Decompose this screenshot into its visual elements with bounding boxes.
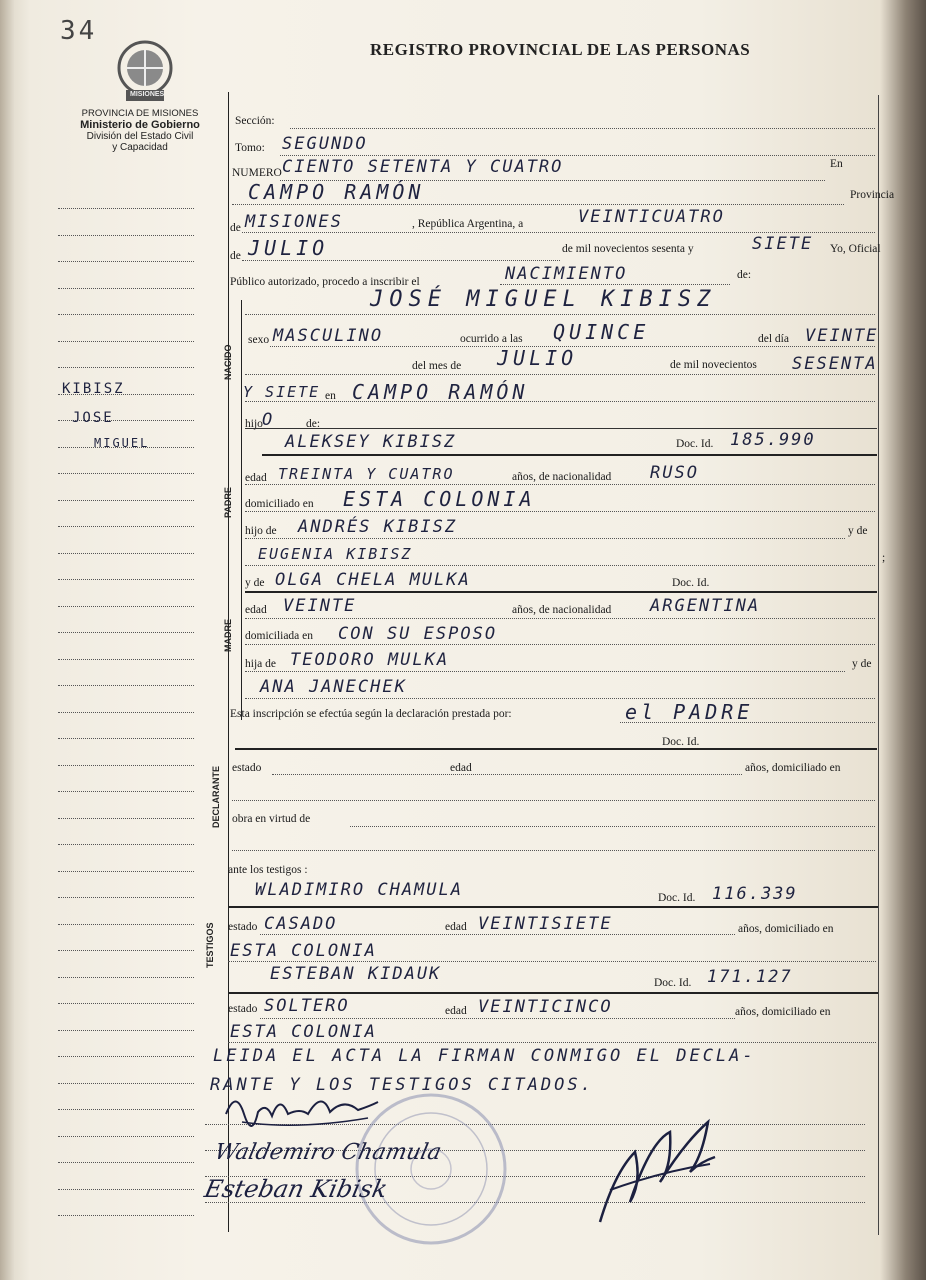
margin-line — [58, 473, 194, 474]
testigo1-anios-label: años, domiciliado en — [738, 923, 834, 935]
margin-line — [58, 579, 194, 580]
del-mes-label: del mes de — [412, 360, 462, 372]
en2-label: en — [325, 390, 336, 402]
sexo-label: sexo — [248, 334, 270, 346]
padre-dom-label: domiciliado en — [245, 498, 314, 510]
margin-line — [58, 844, 194, 845]
margin-line — [58, 685, 194, 686]
madre-dom-label: domiciliada en — [245, 630, 314, 642]
margin-line — [58, 871, 194, 872]
mes-nac-value: JULIO — [497, 346, 578, 370]
padre-nac: RUSO — [650, 463, 699, 483]
margin-line — [58, 950, 194, 951]
dia-value: VEINTICUATRO — [578, 207, 725, 227]
declarante-estado-line — [272, 774, 742, 775]
mil2-label: de mil novecientos — [670, 359, 757, 371]
margin-line — [58, 818, 194, 819]
provincial-seal — [114, 38, 176, 104]
margin-line — [58, 288, 194, 289]
testigo2-edad: VEINTICINCO — [478, 997, 613, 1017]
anio-nac2-value: Y SIETE — [243, 383, 321, 401]
padre-edad-line — [245, 484, 875, 485]
declarante-rule — [235, 748, 877, 750]
declarante-anios-label: años, domiciliado en — [745, 762, 841, 774]
de-label-2: de — [230, 250, 241, 262]
margin-line — [58, 765, 194, 766]
label-testigos: TESTIGOS — [205, 922, 215, 968]
mes-line — [242, 260, 560, 261]
padre-hijo-label: hijo de — [245, 525, 277, 537]
de2-label: de: — [737, 269, 752, 281]
lugar-nac-value: CAMPO RAMÓN — [352, 380, 529, 404]
numero-value: CIENTO SETENTA Y CUATRO — [282, 157, 564, 177]
madre-dom-line — [245, 644, 875, 645]
org-ministry: Ministerio de Gobierno — [80, 119, 200, 131]
testigo2-doc-label: Doc. Id. — [654, 977, 692, 989]
madre-nombre: OLGA CHELA MULKA — [275, 570, 471, 590]
madre-rule — [245, 591, 877, 593]
yo-label: Yo, Oficial — [830, 243, 881, 255]
declarante-edad-label: edad — [450, 762, 472, 774]
madre-madre-line — [245, 698, 875, 699]
anio-nac-value: SESENTA — [792, 354, 878, 374]
testigo2-nombre: ESTEBAN KIDAUK — [270, 964, 442, 984]
margin-line — [58, 1030, 194, 1031]
madre-nac: ARGENTINA — [650, 596, 761, 616]
mes-nac-line — [245, 374, 875, 375]
madre-madre: ANA JANECHEK — [260, 677, 407, 697]
margin-line — [58, 924, 194, 925]
hora-value: QUINCE — [553, 320, 650, 344]
testigo2-dom-line — [228, 1042, 876, 1043]
margin-note-surname: KIBISZ — [62, 381, 125, 397]
republica-label: , República Argentina, a — [412, 218, 524, 230]
margin-line — [58, 791, 194, 792]
tomo-value: SEGUNDO — [282, 134, 368, 154]
margin-line — [58, 659, 194, 660]
obra-label: obra en virtud de — [232, 813, 311, 825]
numero-label: NUMERO — [232, 167, 282, 179]
org-province: PROVINCIA DE MISIONES — [81, 108, 199, 119]
margin-line — [58, 261, 194, 262]
label-padre: PADRE — [223, 487, 233, 518]
declarante-dom-line — [232, 800, 875, 801]
margin-line — [58, 553, 194, 554]
de-label: de — [230, 222, 241, 234]
margin-line — [58, 500, 194, 501]
acto-line — [500, 284, 730, 285]
signature-testigo2: Esteban Kibisk — [202, 1175, 390, 1203]
margin-line — [58, 1109, 194, 1110]
acto-value: NACIMIENTO — [505, 264, 628, 284]
testigo2-rule — [228, 992, 878, 994]
nombre-line — [245, 314, 875, 315]
inner-vertical-rule — [241, 300, 242, 720]
lugar-nac-line — [245, 401, 875, 402]
testigo1-dom: ESTA COLONIA — [230, 941, 377, 961]
label-declarante: DECLARANTE — [211, 766, 221, 828]
madre-edad: VEINTE — [283, 596, 357, 616]
padre-edad-label: edad — [245, 472, 267, 484]
padre-edad: TREINTA Y CUATRO — [278, 465, 455, 483]
seccion-label: Sección: — [235, 115, 275, 127]
testigo1-edad-label: edad — [445, 921, 467, 933]
margin-line — [58, 632, 194, 633]
padre-madre-line — [245, 565, 875, 566]
madre-yde-label: y de — [245, 577, 265, 589]
publico-label: Público autorizado, procedo a inscribir el — [230, 276, 420, 288]
testigo1-nombre: WLADIMIRO CHAMULA — [255, 880, 463, 900]
padre-yde-label: y de — [848, 525, 868, 537]
testigos-label: ante los testigos : — [228, 864, 308, 876]
margin-line — [58, 526, 194, 527]
margin-line — [58, 606, 194, 607]
book-spine — [0, 0, 14, 1280]
cierre-line-1: LEIDA EL ACTA LA FIRMAN CONMIGO EL DECLA- — [213, 1046, 756, 1066]
testigo1-doc: 116.339 — [712, 884, 798, 904]
testigo2-estado-label: estado — [228, 1003, 258, 1015]
seccion-line — [290, 128, 875, 129]
mil-label: de mil novecientos sesenta y — [562, 243, 694, 255]
margin-note-first: JOSE — [72, 410, 114, 426]
madre-hija-label: hija de — [245, 658, 276, 670]
nombre-value: JOSÉ MIGUEL KIBISZ — [370, 287, 717, 312]
padre-dom-line — [245, 511, 875, 512]
testigo1-estado-label: estado — [228, 921, 258, 933]
madre-edad-line — [245, 618, 875, 619]
declaracion-line — [620, 722, 875, 723]
madre-nac-label: años, de nacionalidad — [512, 604, 612, 616]
margin-note-middle: MIGUEL — [94, 436, 150, 450]
hijo-value: O — [262, 410, 275, 430]
mes-value: JULIO — [248, 236, 329, 260]
padre-padre: ANDRÉS KIBISZ — [298, 517, 458, 537]
madre-padre: TEODORO MULKA — [290, 650, 450, 670]
right-vertical-rule — [878, 95, 879, 1235]
cierre-line-2: RANTE Y LOS TESTIGOS CITADOS. — [210, 1075, 594, 1095]
lugar-line — [232, 204, 844, 205]
margin-line — [58, 341, 194, 342]
testigo2-edad-label: edad — [445, 1005, 467, 1017]
testigo2-dom: ESTA COLONIA — [230, 1022, 377, 1042]
signature-testigo1: Waldemiro Chamula — [212, 1140, 444, 1165]
declarante-value: el PADRE — [625, 700, 754, 724]
madre-padre-line — [245, 671, 845, 672]
testigo2-doc: 171.127 — [707, 967, 793, 987]
ocurrido-label: ocurrido a las — [460, 333, 523, 345]
margin-line — [58, 1136, 194, 1137]
madre-dom: CON SU ESPOSO — [338, 624, 498, 644]
padre-nombre: ALEKSEY KIBISZ — [285, 432, 457, 452]
org-capacity: y Capacidad — [112, 142, 168, 153]
label-madre: MADRE — [223, 619, 233, 652]
signature-declarante — [218, 1084, 398, 1139]
testigo1-doc-label: Doc. Id. — [658, 892, 696, 904]
madre-doc-label: Doc. Id. — [672, 577, 710, 589]
obra-line-2 — [232, 850, 875, 851]
testigo2-estado-line — [260, 1018, 735, 1019]
lugar-value: CAMPO RAMÓN — [248, 180, 425, 204]
padre-semicolon: ; — [882, 552, 886, 564]
hijo-label: hijo — [245, 418, 263, 430]
en-label: En — [830, 158, 843, 170]
page-number: 34 — [60, 16, 98, 46]
madre-yde2-label: y de — [852, 658, 872, 670]
hijo-rule — [245, 428, 877, 429]
padre-madre: EUGENIA KIBISZ — [258, 545, 413, 563]
margin-line — [58, 235, 194, 236]
padre-rule — [262, 454, 877, 456]
testigo1-estado: CASADO — [264, 914, 338, 934]
margin-line — [58, 367, 194, 368]
padre-doc-label: Doc. Id. — [676, 438, 714, 450]
margin-line — [58, 208, 194, 209]
margin-line — [58, 1189, 194, 1190]
margin-line — [58, 1215, 194, 1216]
padre-nac-label: años, de nacionalidad — [512, 471, 612, 483]
padre-doc: 185.990 — [730, 430, 816, 450]
del-dia-label: del día — [758, 333, 789, 345]
declaracion-label: Esta inscripción se efectúa según la declaración prestada por: — [230, 708, 512, 720]
sexo-value: MASCULINO — [273, 326, 384, 346]
declarante-doc-label: Doc. Id. — [662, 736, 700, 748]
testigo1-dom-line — [228, 961, 876, 962]
provincia-label: Provincia — [850, 189, 895, 201]
provincia-value: MISIONES — [245, 212, 343, 232]
padre-padre-line — [245, 538, 845, 539]
testigo1-rule — [228, 906, 878, 908]
dia-nac-value: VEINTE — [805, 326, 879, 346]
signature-oficial — [580, 1112, 730, 1237]
testigo1-estado-line — [260, 934, 735, 935]
margin-line — [58, 977, 194, 978]
margin-line — [58, 1083, 194, 1084]
margin-line — [58, 712, 194, 713]
provincia-line — [242, 232, 875, 233]
margin-line — [58, 1162, 194, 1163]
margin-line — [58, 314, 194, 315]
seal-text: MISIONES — [130, 91, 165, 98]
tomo-line — [280, 155, 875, 156]
padre-dom: ESTA COLONIA — [343, 487, 536, 511]
margin-line — [58, 897, 194, 898]
testigo1-edad: VEINTISIETE — [478, 914, 613, 934]
margin-line — [58, 1056, 194, 1057]
org-block — [52, 108, 228, 153]
org-division: División del Estado Civil — [86, 131, 194, 142]
testigo2-anios-label: años, domiciliado en — [735, 1006, 831, 1018]
margin-line — [58, 738, 194, 739]
page-title: REGISTRO PROVINCIAL DE LAS PERSONAS — [370, 40, 751, 59]
anio-value: SIETE — [752, 234, 814, 254]
de3-label: de: — [306, 418, 321, 430]
declarante-estado-label: estado — [232, 762, 262, 774]
tomo-label: Tomo: — [235, 142, 265, 154]
madre-edad-label: edad — [245, 604, 267, 616]
testigo2-estado: SOLTERO — [264, 996, 350, 1016]
label-nacido: NACIDO — [223, 344, 233, 380]
margin-line — [58, 1003, 194, 1004]
obra-line — [350, 826, 875, 827]
